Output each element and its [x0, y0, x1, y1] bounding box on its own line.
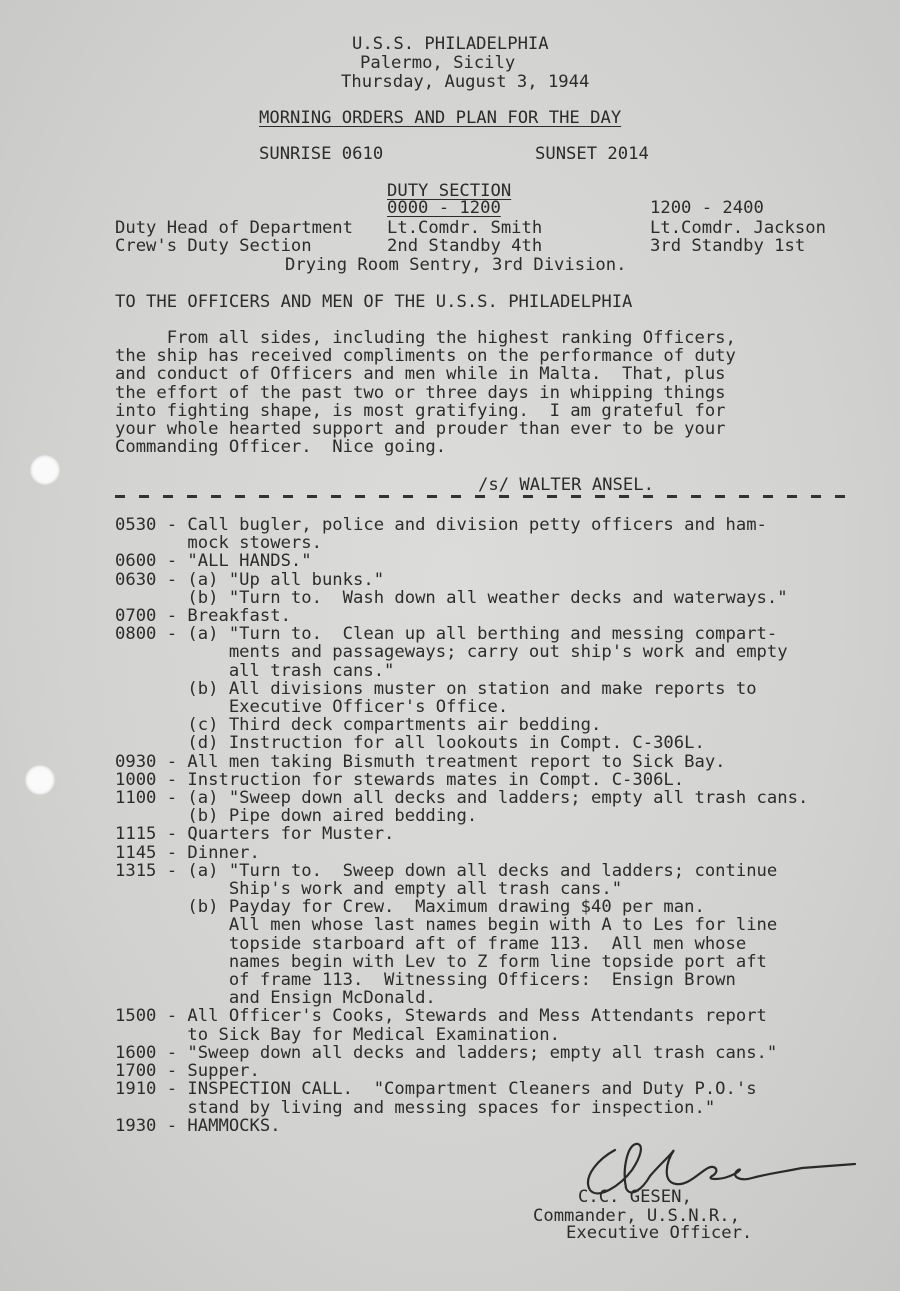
- schedule-line: 0530 - Call bugler, police and division petty officers and ham-: [115, 515, 767, 535]
- schedule-line: (b) Pipe down aired bedding.: [115, 806, 478, 827]
- schedule-line: (c) Third deck compartments air bedding.: [115, 715, 602, 736]
- closing-title: Executive Officer.: [566, 1223, 753, 1243]
- crew-duty-1: 2nd Standby 4th: [387, 236, 543, 256]
- closing-rank: Commander, U.S.N.R.,: [533, 1206, 740, 1226]
- duty-period-2: 1200 - 2400: [650, 198, 764, 218]
- message-line: and conduct of Officers and men while in Malta. That, plus: [115, 364, 726, 385]
- divider: [115, 495, 855, 498]
- message-line: into fighting shape, is most gratifying. I am grateful for: [115, 400, 726, 421]
- duty-section-label: DUTY SECTION: [387, 181, 512, 201]
- date: Thursday, August 3, 1944: [341, 72, 590, 92]
- schedule-line: (b) All divisions muster on station and make reports to: [115, 678, 757, 699]
- schedule-line: 0700 - Breakfast.: [115, 606, 291, 627]
- schedule-line: ments and passageways; carry out ship's work and empty: [115, 642, 788, 663]
- schedule-line: names begin with Lev to Z form line topside port aft: [115, 951, 767, 972]
- schedule-line: All men whose last names begin with A to Les for line: [115, 915, 778, 936]
- schedule-line: 1600 - "Sweep down all decks and ladders; empty all trash cans.": [115, 1042, 778, 1063]
- schedule-line: 1930 - HAMMOCKS.: [115, 1115, 281, 1136]
- commanding-officer-signature: /s/ WALTER ANSEL.: [478, 475, 654, 495]
- schedule-line: all trash cans.": [115, 660, 395, 681]
- message-line: the effort of the past two or three days in whipping things: [115, 382, 726, 403]
- schedule-line: (d) Instruction for all lookouts in Compt. C-306L.: [115, 733, 705, 754]
- duty-head-1: Lt.Comdr. Smith: [387, 218, 543, 238]
- binder-hole-bottom: [25, 765, 55, 795]
- schedule-line: 1910 - INSPECTION CALL. "Compartment Cleaners and Duty P.O.'s: [115, 1079, 757, 1100]
- closing-name: C.C. GESEN,: [578, 1187, 692, 1207]
- drying-room-sentry: Drying Room Sentry, 3rd Division.: [285, 255, 627, 275]
- schedule: [115, 516, 808, 1135]
- schedule-line: mock stowers.: [115, 533, 322, 554]
- sunrise: SUNRISE 0610: [259, 144, 384, 164]
- schedule-line: 1100 - (a) "Sweep down all decks and ladders; empty all trash cans.: [115, 788, 809, 809]
- document-title: MORNING ORDERS AND PLAN FOR THE DAY: [259, 108, 622, 128]
- schedule-line: 1115 - Quarters for Muster.: [115, 824, 395, 845]
- schedule-line: of frame 113. Witnessing Officers: Ensign Brown: [115, 970, 736, 991]
- schedule-line: (b) "Turn to. Wash down all weather decks and waterways.": [115, 587, 788, 608]
- schedule-line: 0800 - (a) "Turn to. Clean up all berthing and messing compart-: [115, 624, 778, 645]
- schedule-line: (b) Payday for Crew. Maximum drawing $40 per man.: [115, 897, 705, 918]
- schedule-line: Executive Officer's Office.: [115, 697, 509, 718]
- binder-hole-top: [30, 455, 60, 485]
- schedule-line: 0630 - (a) "Up all bunks.": [115, 569, 385, 590]
- salutation: TO THE OFFICERS AND MEN OF THE U.S.S. PHILADELPHIA: [115, 292, 633, 312]
- schedule-line: 1145 - Dinner.: [115, 842, 260, 863]
- message-line: Commanding Officer. Nice going.: [115, 437, 447, 458]
- schedule-line: to Sick Bay for Medical Examination.: [115, 1024, 560, 1045]
- schedule-line: 1315 - (a) "Turn to. Sweep down all decks and ladders; continue: [115, 860, 778, 881]
- duty-head-label: Duty Head of Department: [115, 218, 353, 238]
- crew-duty-2: 3rd Standby 1st: [650, 236, 806, 256]
- duty-period-1: 0000 - 1200: [387, 198, 501, 218]
- message-body: [115, 329, 736, 456]
- schedule-line: and Ensign McDonald.: [115, 988, 436, 1009]
- schedule-line: 0930 - All men taking Bismuth treatment report to Sick Bay.: [115, 751, 726, 772]
- ship-name: U.S.S. PHILADELPHIA: [352, 34, 549, 54]
- sunset: SUNSET 2014: [535, 144, 649, 164]
- duty-head-2: Lt.Comdr. Jackson: [650, 218, 826, 238]
- crew-duty-label: Crew's Duty Section: [115, 236, 312, 256]
- schedule-line: stand by living and messing spaces for inspection.": [115, 1097, 716, 1118]
- message-line: your whole hearted support and prouder than ever to be your: [115, 419, 726, 440]
- message-line: From all sides, including the highest ranking Officers,: [115, 328, 736, 348]
- location: Palermo, Sicily: [360, 53, 516, 73]
- schedule-line: 1000 - Instruction for stewards mates in Compt. C-306L.: [115, 769, 685, 790]
- schedule-line: topside starboard aft of frame 113. All men whose: [115, 933, 747, 954]
- schedule-line: 1700 - Supper.: [115, 1061, 260, 1082]
- message-line: the ship has received compliments on the performance of duty: [115, 346, 736, 367]
- schedule-line: 1500 - All Officer's Cooks, Stewards and Mess Attendants report: [115, 1006, 767, 1027]
- schedule-line: 0600 - "ALL HANDS.": [115, 551, 312, 572]
- schedule-line: Ship's work and empty all trash cans.": [115, 879, 623, 900]
